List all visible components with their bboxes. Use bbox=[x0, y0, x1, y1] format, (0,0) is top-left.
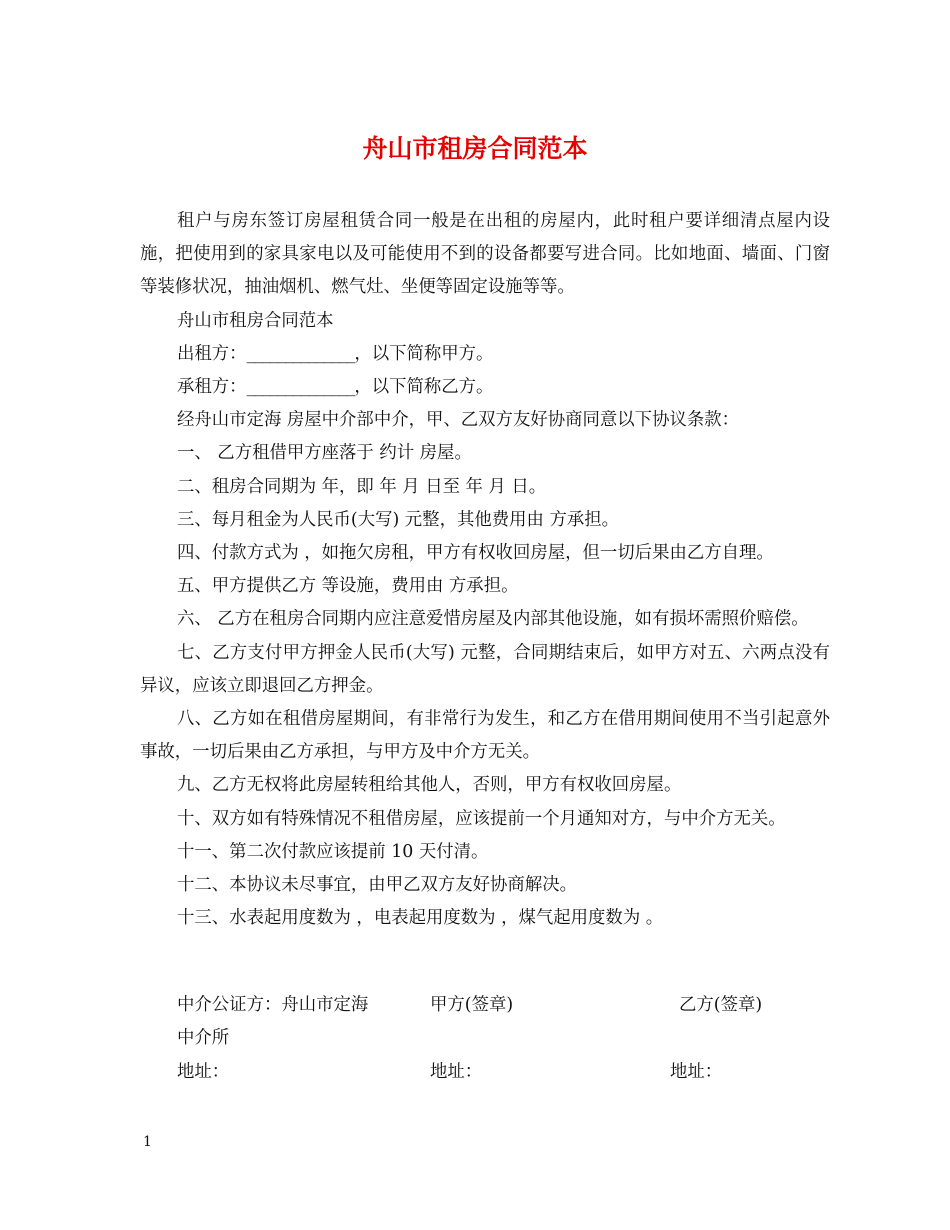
document-body bbox=[140, 205, 830, 935]
clause-11: 十一、第二次付款应该提前 10 天付清。 bbox=[177, 841, 489, 862]
agency-signature-label: 中介公证方：舟山市定海 bbox=[177, 995, 369, 1015]
lessor-blank: ______________ bbox=[246, 343, 355, 364]
agency-signature-label-cont: 中介所 bbox=[177, 1028, 230, 1048]
clause-8: 八、乙方如在租借房屋期间，有非常行为发生，和乙方在借用期间使用不当引起意外事故，一切后果由乙方承担，与甲方及中介方无关。 bbox=[140, 709, 830, 763]
clause-12: 十二、本协议未尽事宜，由甲乙双方友好协商解决。 bbox=[177, 875, 577, 896]
party-a-signature-label: 甲方(签章) bbox=[430, 995, 514, 1015]
agreement-line: 经舟山市定海 房屋中介部中介，甲、乙双方友好协商同意以下协议条款： bbox=[177, 410, 740, 431]
lessee-suffix: ，以下简称乙方。 bbox=[354, 377, 494, 398]
party-a-address-label: 地址： bbox=[430, 1062, 483, 1082]
clause-13: 十三、水表起用度数为 ，电表起用度数为 ，煤气起用度数为 。 bbox=[177, 908, 664, 929]
party-b-signature-label: 乙方(签章) bbox=[679, 995, 763, 1015]
contract-subtitle: 舟山市租房合同范本 bbox=[177, 310, 334, 331]
clause-9: 九、乙方无权将此房屋转租给其他人，否则，甲方有权收回房屋。 bbox=[177, 775, 682, 796]
clause-2: 二、租房合同期为 年，即 年 月 日至 年 月 日。 bbox=[177, 476, 547, 497]
agency-address-label: 地址： bbox=[177, 1062, 230, 1082]
clause-3: 三、每月租金为人民币(大写) 元整，其他费用由 方承担。 bbox=[177, 509, 620, 530]
clause-6: 六、 乙方在租房合同期内应注意爱惜房屋及内部其他设施，如有损坏需照价赔偿。 bbox=[177, 609, 809, 630]
lessee-label: 承租方： bbox=[177, 377, 247, 398]
clause-4: 四、付款方式为 ，如拖欠房租，甲方有权收回房屋，但一切后果由乙方自理。 bbox=[177, 543, 774, 564]
document-title: 舟山市租房合同范本 bbox=[362, 134, 588, 163]
lessee-line bbox=[140, 371, 830, 404]
page-number: 1 bbox=[143, 1134, 152, 1150]
lessee-blank: ______________ bbox=[246, 377, 355, 398]
lessor-label: 出租方： bbox=[177, 343, 247, 364]
lessor-suffix: ，以下简称甲方。 bbox=[354, 343, 494, 364]
clause-5: 五、甲方提供乙方 等设施，费用由 方承担。 bbox=[177, 576, 519, 597]
clause-1: 一、 乙方租借甲方座落于 约计 房屋。 bbox=[177, 443, 472, 464]
lessor-line bbox=[140, 338, 830, 371]
intro-paragraph: 租户与房东签订房屋租赁合同一般是在出租的房屋内，此时租户要详细清点屋内设施，把使用到的家具家电以及可能使用不到的设备都要写进合同。比如地面、墙面、门窗等装修状况，抽油烟机、燃气灶、坐便等固定设施等等。 bbox=[140, 211, 830, 298]
party-b-address-label: 地址： bbox=[670, 1062, 723, 1082]
clause-10: 十、双方如有特殊情况不租借房屋，应该提前一个月通知对方，与中介方无关。 bbox=[177, 808, 786, 829]
clause-7: 七、乙方支付甲方押金人民币(大写) 元整，合同期结束后，如甲方对五、六两点没有异议，应该立即退回乙方押金。 bbox=[140, 642, 830, 696]
